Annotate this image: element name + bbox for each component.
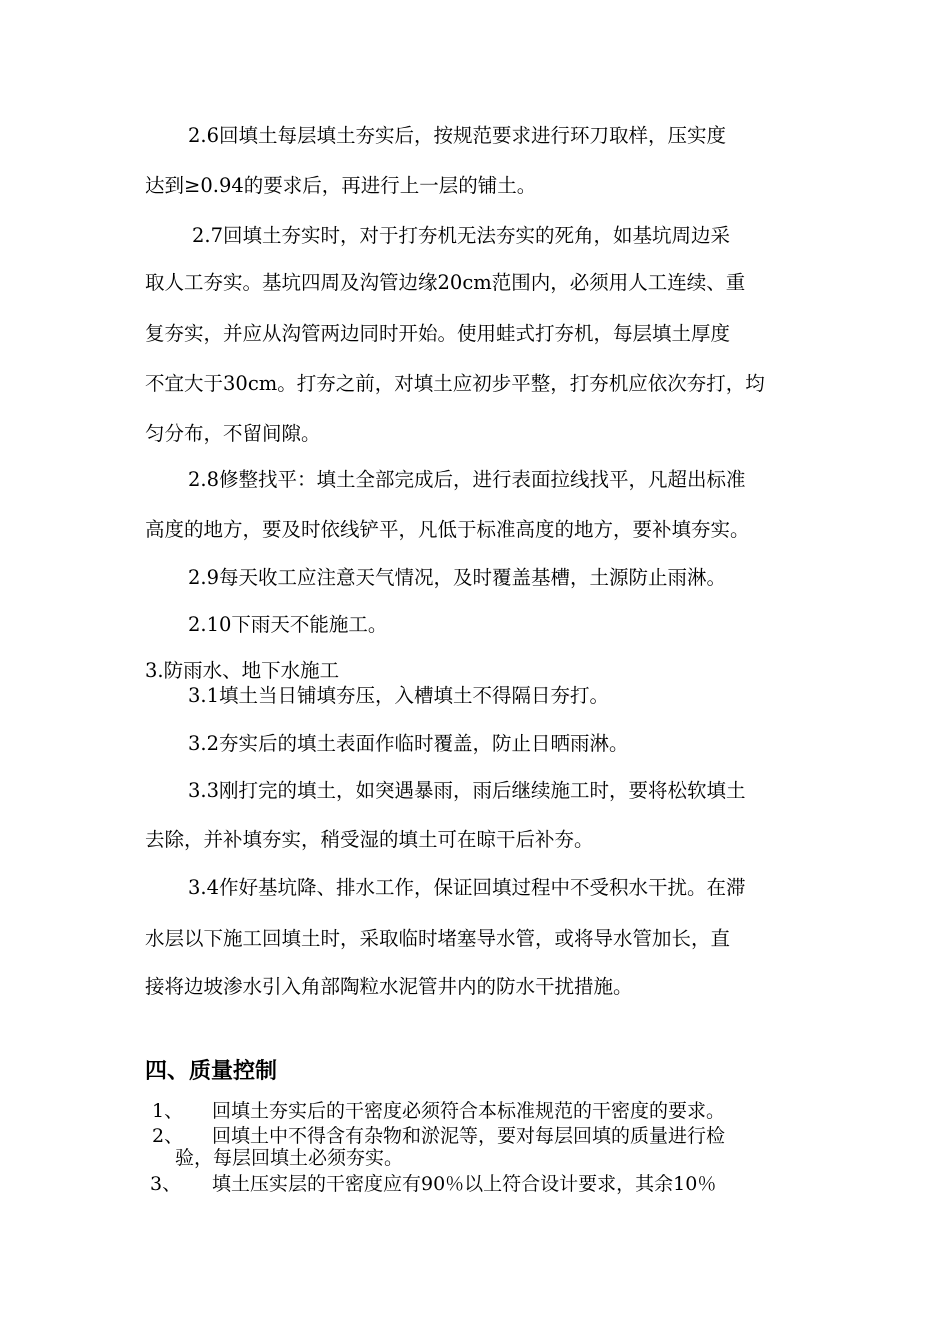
quality-item-text-continued: 验，每层回填土必须夯实。 — [175, 1147, 404, 1169]
paragraph-3-4-line-1: 3.4作好基坑降、排水工作，保证回填过程中不受积水干扰。在滞 — [188, 876, 746, 899]
quality-item-text: 回填土中不得含有杂物和淤泥等，要对每层回填的质量进行检 — [212, 1125, 726, 1147]
quality-item-text: 填土压实层的干密度应有90％以上符合设计要求，其余10％ — [212, 1173, 717, 1195]
section-4-heading: 四、质量控制 — [145, 1059, 278, 1084]
quality-item-text: 回填土夯实后的干密度必须符合本标准规范的干密度的要求。 — [212, 1100, 726, 1122]
paragraph-2-7-line-2: 取人工夯实。基坑四周及沟管边缘20cm范围内，必须用人工连续、重 — [145, 271, 746, 294]
quality-item-number: 2、 — [152, 1125, 184, 1147]
paragraph-2-8-line-1: 2.8修整找平：填土全部完成后，进行表面拉线找平，凡超出标准 — [188, 468, 746, 491]
paragraph-2-7-line-4: 不宜大于30cm。打夯之前，对填土应初步平整，打夯机应依次夯打，均 — [145, 372, 765, 395]
paragraph-2-7-line-3: 复夯实，并应从沟管两边同时开始。使用蛙式打夯机，每层填土厚度 — [145, 322, 731, 345]
paragraph-2-8-line-2: 高度的地方，要及时依线铲平，凡低于标准高度的地方，要补填夯实。 — [145, 518, 750, 541]
paragraph-3-3-line-2: 去除，并补填夯实，稍受湿的填土可在晾干后补夯。 — [145, 828, 594, 851]
paragraph-3-2: 3.2夯实后的填土表面作临时覆盖，防止日晒雨淋。 — [188, 732, 629, 755]
paragraph-2-7-line-1: 2.7回填土夯实时，对于打夯机无法夯实的死角，如基坑周边采 — [192, 224, 731, 247]
paragraph-3-4-line-2: 水层以下施工回填土时，采取临时堵塞导水管，或将导水管加长，直 — [145, 927, 731, 950]
paragraph-2-6-line-1: 2.6回填土每层填土夯实后，按规范要求进行环刀取样，压实度 — [188, 124, 727, 147]
paragraph-2-9: 2.9每天收工应注意天气情况，及时覆盖基槽，土源防止雨淋。 — [188, 566, 727, 589]
paragraph-2-10: 2.10下雨天不能施工。 — [188, 613, 388, 636]
paragraph-3-1: 3.1填土当日铺填夯压，入槽填土不得隔日夯打。 — [188, 684, 610, 707]
quality-item-number: 3、 — [150, 1173, 182, 1195]
section-3-title: 3.防雨水、地下水施工 — [145, 659, 340, 682]
paragraph-3-4-line-3: 接将边坡渗水引入角部陶粒水泥管井内的防水干扰措施。 — [145, 975, 633, 998]
quality-item-number: 1、 — [152, 1100, 184, 1122]
paragraph-2-6-line-2: 达到≥0.94的要求后，再进行上一层的铺土。 — [145, 174, 537, 197]
paragraph-2-7-line-5: 匀分布，不留间隙。 — [145, 422, 321, 445]
paragraph-3-3-line-1: 3.3刚打完的填土，如突遇暴雨，雨后继续施工时，要将松软填土 — [188, 779, 746, 802]
